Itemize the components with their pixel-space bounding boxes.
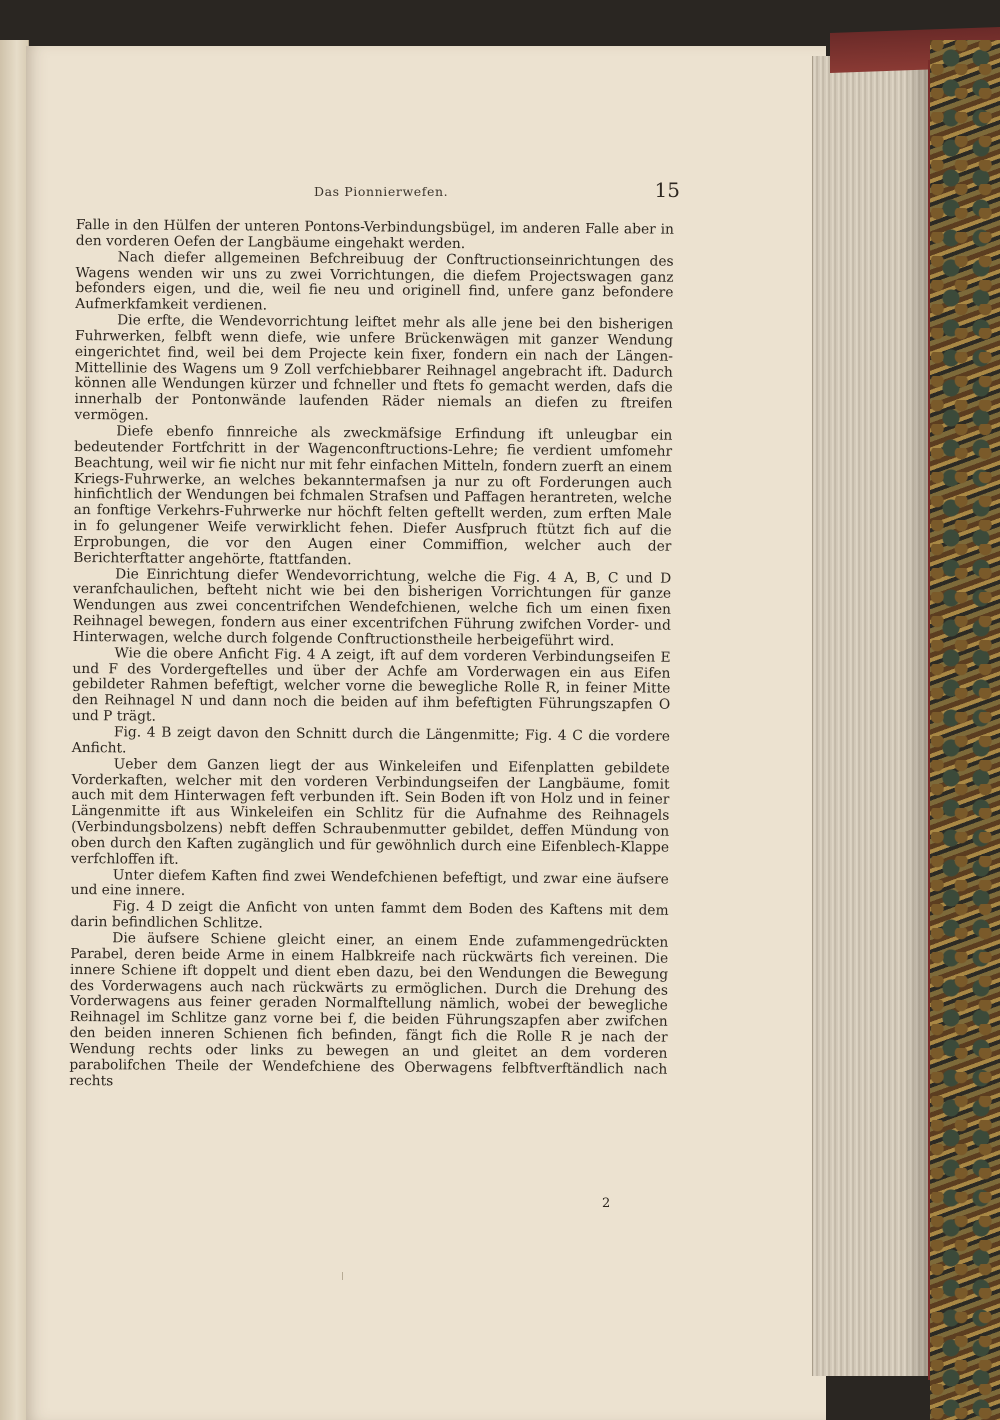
running-title: Das Pionnierwefen. [314, 184, 449, 199]
signature-mark: 2 [602, 1196, 611, 1211]
previous-page-edge [0, 40, 29, 1420]
body-text [69, 218, 674, 1094]
paragraph: Die erfte, die Wendevorrichtung leiftet mehr als alle jene bei den bisherigen Fuhrwerken, felbft wenn diefe, wie unfere Brückenwägen mit ganzer Wendung eingerichtet find, weil bei dem Projecte kein fixer, fondern ein nach der Längen-Mittellinie des Wagens um 9 Zoll verfchiebbarer Reihnagel angebracht ift. Dadurch können alle Wendungen kürzer und fchneller und ftets fo gemacht werden, dafs die innerhalb der Pontonwände laufenden Räder niemals an diefen zu ftreifen vermögen. [74, 312, 674, 424]
paragraph: Unter diefem Kaften find zwei Wendefchienen befeftigt, und zwar eine äufsere und eine innere. [70, 866, 669, 900]
paragraph: Wie die obere Anficht Fig. 4 A zeigt, ift auf dem vorderen Verbindungseifen E und F des Vordergeftelles und über der Achfe am Vorderwagen ein aus Eifen gebildeter Rahmen befeftigt, welcher vorne die bewegliche Rolle R, in feiner Mitte den Reihnagel N und dann noch die beiden auf ihm befeftigten Führungszapfen O und P trägt. [72, 645, 671, 725]
paragraph: Fig. 4 D zeigt die Anficht von unten fammt dem Boden des Kaftens mit dem darin befindlichen Schlitze. [70, 898, 669, 932]
paragraph: Diefe ebenfo finnreiche als zweckmäfsige Erfindung ift unleugbar ein bedeutender Fortfchritt in der Wagenconftructions-Lehre; fie verdient umfomehr Beachtung, weil wir fie nicht nur mit fehr einfachen Mitteln, fondern zuerft an einem Kriegs-Fuhrwerke, an welches bekanntermafsen ja nur zu oft Forderungen auch hinfichtlich der Wendungen bei fchmalen Strafsen und Paffagen herantreten, welche an fonftige Verkehrs-Fuhrwerke nur höchft felten geftellt werden, zum erften Male in fo gelungener Weife verwirklicht fehen. Diefer Ausfpruch ftützt fich auf die Erprobungen, die vor den Augen einer Commiffion, welcher auch der Berichterftatter angehörte, ftattfanden. [73, 423, 673, 568]
paragraph: Nach diefer allgemeinen Befchreibuug der Conftructionseinrichtungen des Wagens wenden wir uns zu zwei Vorrichtungen, die diefem Projectswagen ganz befonders eigen, und die, weil fie neu und originell find, unfere ganz befondere Aufmerkfamkeit verdienen. [75, 249, 674, 314]
paragraph: Falle in den Hülfen der unteren Pontons-Verbindungsbügel, im anderen Falle aber in den vorderen Oefen der Langbäume eingehakt werden. [75, 217, 674, 252]
page-header [76, 178, 686, 208]
paragraph: Die äufsere Schiene gleicht einer, an einem Ende zufammengedrückten Parabel, deren beide Arme in einem Halbkreife nach rückwärts fich vereinen. Die innere Schiene ift doppelt und dient eben dazu, bei den Wendungen die Bewegung des Vorderwagens auch nach rückwärts zu ermöglichen. Durch die Drehung des Vorderwagens aus feiner geraden Normalftellung nämlich, wobei der bewegliche Reihnagel im Schlitze ganz vorne bei f, die beiden Führungszapfen aber zwifchen den beiden inneren Schienen fich befinden, fängt fich die Rolle R je nach der Wendung rechts oder links zu bewegen an und gleitet an dem vorderen parabolifchen Theile der Wendefchiene des Oberwagens felbftverftändlich nach rechts [69, 930, 669, 1089]
page-number: 15 [654, 178, 680, 202]
paper-mark [342, 1272, 343, 1280]
paragraph: Die Einrichtung diefer Wendevorrichtung, welche die Fig. 4 A, B, C und D veranfchaulichen, befteht nicht wie bei den bisherigen Vorrichtungen für ganze Wendungen aus zwei concentrifchen Wendefchienen, welche fich um einen fixen Reihnagel bewegen, fondern aus einer excentrifchen Führung zwifchen Vorder- und Hinterwagen, welche durch folgende Conftructionstheile herbeigeführt wird. [72, 565, 672, 650]
paragraph: Ueber dem Ganzen liegt der aus Winkeleifen und Eifenplatten gebildete Vorderkaften, welcher mit den vorderen Verbindungseifen der Langbäume, fomit auch mit dem Hinterwagen feft verbunden ift. Sein Boden ift von Holz und in feiner Längenmitte ift aus Winkeleifen ein Schlitz für die Aufnahme des Reihnagels (Verbindungsbolzens) nebft deffen Schraubenmutter gebildet, deffen Mündung von oben durch den Kaften zugänglich und für gewöhnlich durch eine Eifenblech-Klappe verfchloffen ift. [70, 756, 670, 868]
paragraph: Fig. 4 B zeigt davon den Schnitt durch die Längenmitte; Fig. 4 C die vordere Anficht. [71, 724, 671, 757]
marbled-cover [930, 40, 1000, 1420]
